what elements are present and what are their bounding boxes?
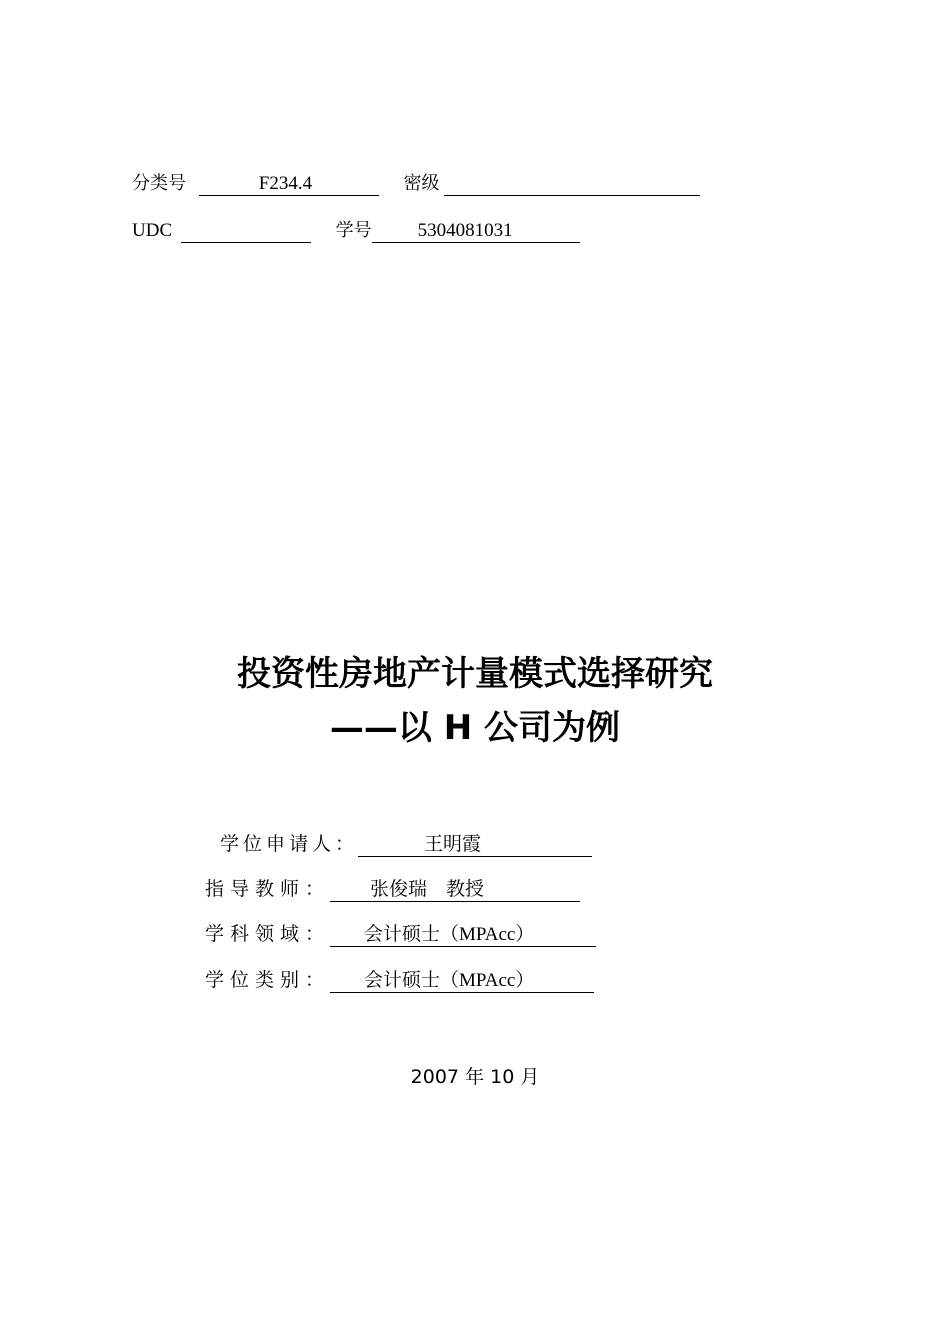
thesis-subtitle: ——以 H 公司为例 [329,708,621,748]
date: 2007 年 10 月 [410,1066,540,1088]
applicant-field [358,834,592,857]
advisor-field [330,879,580,902]
advisor-row [205,877,580,902]
advisor-value: 张俊瑞 教授 [370,879,485,900]
applicant-row [220,832,592,857]
applicant-value: 王明霞 [424,834,482,855]
secrecy-field [444,173,700,196]
degree-value: 会计硕士（MPAcc） [364,970,535,991]
field-row [205,922,596,947]
udc-label: UDC [132,220,173,241]
udc-row [132,219,580,243]
advisor-label: 指导教师： [205,878,331,900]
degree-field [330,970,594,993]
secrecy-label: 密级 [403,173,440,194]
degree-label: 学位类别： [205,969,331,991]
classification-value: F234.4 [258,173,313,194]
applicant-label: 学位申请人： [220,833,359,855]
student-id-value: 5304081031 [417,220,513,241]
thesis-title: 投资性房地产计量模式选择研究 [237,654,713,694]
classification-field [199,173,379,196]
field-field [330,924,596,947]
udc-field [181,220,311,243]
student-id-label: 学号 [335,220,372,241]
classification-label: 分类号 [132,173,186,194]
student-id-field [372,220,580,243]
degree-row [205,968,594,993]
field-label: 学科领域： [205,923,331,945]
field-value: 会计硕士（MPAcc） [364,924,535,945]
classification-row [132,172,700,196]
